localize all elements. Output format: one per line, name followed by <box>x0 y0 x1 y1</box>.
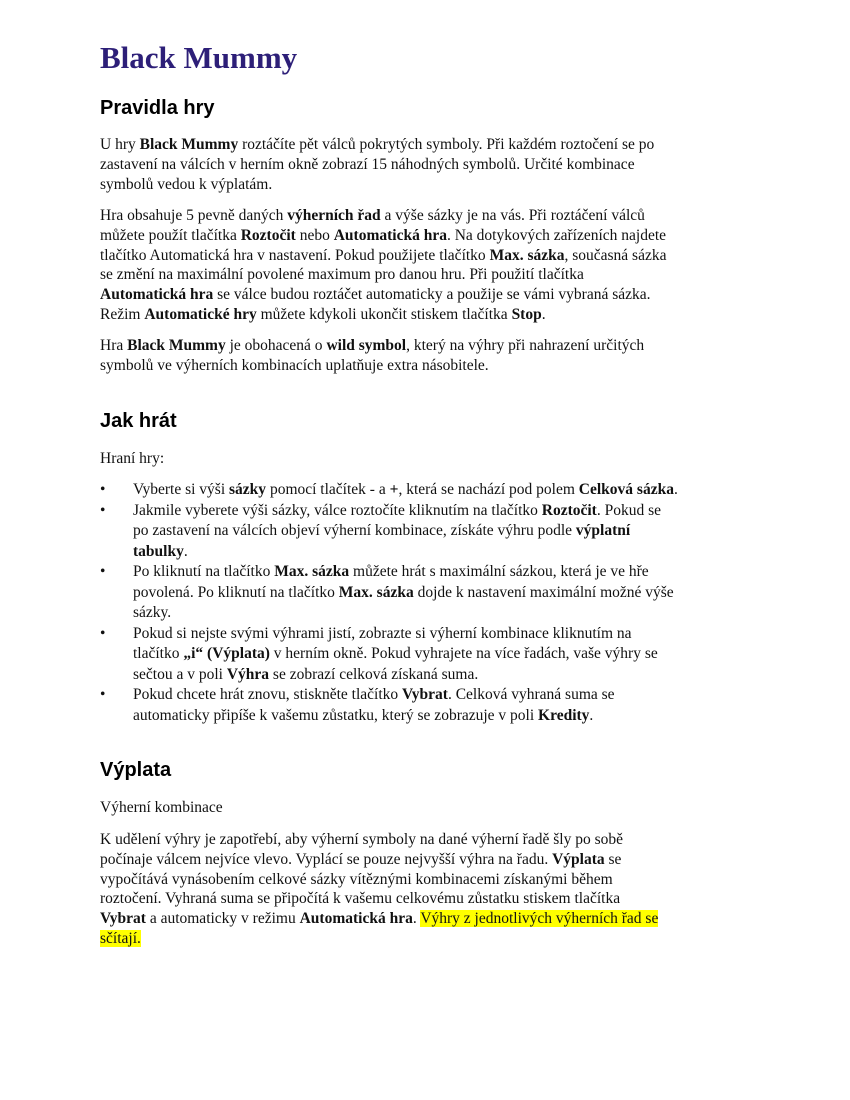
text-line <box>100 226 666 246</box>
text: Hra obsahuje 5 pevně daných <box>100 207 288 224</box>
text: tlačítko <box>133 645 184 662</box>
text: automaticky připíše k vašemu zůstatku, který se zobrazuje v poli <box>133 706 539 724</box>
text: K udělení výhry je zapotřebí, aby výherní symboly na dané výherní řadě šly po sobě <box>100 831 623 848</box>
text: , současná sázka <box>564 246 667 264</box>
bold-text: sázky <box>229 481 267 498</box>
text-line <box>100 798 223 818</box>
text-line <box>133 706 678 727</box>
text: Hra <box>100 337 128 354</box>
text: roztočení. Vyhraná suma se připočítá k vašemu celkovému zůstatku stiskem tlačítka <box>100 890 621 908</box>
bullet-icon: • <box>100 481 106 498</box>
text-line <box>100 305 666 325</box>
bold-text: Celková sázka <box>578 481 674 498</box>
list-item <box>100 562 678 624</box>
text-line <box>100 830 658 850</box>
text: nebo <box>295 226 334 244</box>
text: pomocí tlačítek - a <box>266 481 390 498</box>
text: Výherní kombinace <box>100 799 223 816</box>
text: sečtou a v poli <box>133 665 227 683</box>
text: symbolů vedou k výplatám. <box>100 175 273 193</box>
text: . Celková vyhraná suma se <box>447 686 615 703</box>
heading-vyplata: Výplata <box>100 759 172 781</box>
text-line <box>133 583 678 604</box>
text: v herním okně. Pokud vyhrajete na více řadách, vaše výhry se <box>269 645 658 662</box>
text-line <box>133 501 678 522</box>
bullet-icon: • <box>100 501 106 519</box>
text: je obohacená o <box>225 337 327 354</box>
text: se <box>604 850 622 868</box>
bold-text: Výplata <box>552 850 605 868</box>
bold-text: Vybrat <box>402 686 448 703</box>
text: vypočítává vynásobením celkové sázky vítěznými kombinacemi získanými během <box>100 870 613 888</box>
bullet-icon: • <box>100 624 106 642</box>
list-item <box>100 624 678 686</box>
text: Jakmile vyberete výši sázky, válce roztočíte kliknutím na tlačítko <box>133 501 542 519</box>
text: Režim <box>100 305 145 323</box>
bold-text: wild symbol <box>326 337 407 354</box>
bold-text: výplatní <box>575 522 631 539</box>
highlighted-text: sčítají. <box>100 929 141 947</box>
text: . <box>541 305 546 323</box>
bold-text: Stop <box>511 305 542 323</box>
list-item <box>100 501 678 563</box>
list-item <box>100 480 678 501</box>
text: Po kliknutí na tlačítko <box>133 563 275 580</box>
text: se změní na maximální povolené maximum pro danou hru. Při použití tlačítka <box>100 266 584 284</box>
bold-text: + <box>389 481 399 498</box>
text: . Pokud se <box>596 501 662 519</box>
text: počínaje válcem nejvíce vlevo. Vyplácí se pouze nejvyšší výhra na řadu. <box>100 850 553 868</box>
bold-text: tabulky <box>133 542 184 560</box>
text: Vyberte si výši <box>133 481 230 498</box>
text: . Na dotykových zařízeních najdete <box>446 226 667 244</box>
text-line <box>100 155 654 175</box>
text-line <box>100 336 644 356</box>
bold-text: Max. sázka <box>489 246 565 264</box>
bold-text: Roztočit <box>541 501 597 519</box>
paragraph <box>100 830 658 949</box>
bullet-list <box>100 480 678 726</box>
bold-text: „i“ (Výplata) <box>183 645 270 662</box>
bold-text: výherních řad <box>287 207 381 224</box>
text-line <box>133 480 678 501</box>
highlighted-text: Výhry z jednotlivých výherních řad se <box>420 910 659 928</box>
bold-text: Kredity <box>538 706 590 724</box>
bold-text: Automatické hry <box>144 305 257 323</box>
bullet-icon: • <box>100 686 106 703</box>
text: se válce budou roztáčet automaticky a použije se vámi vybraná sázka. <box>213 286 651 304</box>
bold-text: Black Mummy <box>127 337 226 354</box>
text: a výše sázky je na vás. Při roztáčení válců <box>380 207 645 224</box>
bold-text: Výhra <box>226 665 270 683</box>
text-line <box>100 870 658 890</box>
text-line <box>100 889 658 909</box>
text: Pokud chcete hrát znovu, stiskněte tlačítko <box>133 686 403 703</box>
text-line <box>100 265 666 285</box>
text: . <box>589 706 594 724</box>
text: sázky. <box>133 604 172 621</box>
text: tlačítko Automatická hra v nastavení. Pokud použijete tlačítko <box>100 246 490 264</box>
paragraph <box>100 206 666 325</box>
text: roztáčíte pět válců pokrytých symboly. Při každém roztočení se po <box>238 136 655 153</box>
text-line <box>100 909 658 929</box>
paragraph <box>100 449 164 469</box>
text: symbolů ve výherních kombinacích uplatňuje extra násobitele. <box>100 356 489 374</box>
text-line <box>133 665 678 686</box>
bold-text: Black Mummy <box>139 136 239 153</box>
bullet-icon: • <box>100 563 106 580</box>
text-line <box>133 603 678 624</box>
text: . <box>183 542 188 560</box>
text: , která se nachází pod polem <box>398 481 579 498</box>
text-line <box>133 685 678 706</box>
text: zastavení na válcích v herním okně zobrazí 15 náhodných symbolů. Určité kombinace <box>100 155 635 173</box>
text: povolená. Po kliknutí na tlačítko <box>133 583 339 601</box>
text-line <box>100 356 644 376</box>
text: Pokud si nejste svými výhrami jistí, zobrazte si výherní kombinace kliknutím na <box>133 624 632 642</box>
text-line <box>133 562 678 583</box>
text-line <box>133 624 678 645</box>
bold-text: Max. sázka <box>338 583 414 601</box>
text: U hry <box>100 136 140 153</box>
text-line <box>133 521 678 542</box>
text-line <box>100 135 654 155</box>
text: po zastavení na válcích objeví výherní kombinace, získáte výhru podle <box>133 522 576 539</box>
bold-text: Roztočit <box>240 226 296 244</box>
bold-text: Automatická hra <box>299 910 413 928</box>
bold-text: Max. sázka <box>274 563 350 580</box>
bold-text: Automatická hra <box>333 226 447 244</box>
text-line <box>100 449 164 469</box>
paragraph <box>100 798 223 818</box>
bold-text: Automatická hra <box>100 286 214 304</box>
text: , který na výhry při nahrazení určitých <box>406 337 645 354</box>
text: se zobrazí celková získaná suma. <box>269 665 479 683</box>
text: a automaticky v režimu <box>145 910 300 928</box>
paragraph <box>100 135 654 194</box>
paragraph <box>100 336 644 376</box>
text-line <box>100 929 658 949</box>
text-line <box>100 246 666 266</box>
text-line <box>100 206 666 226</box>
bold-text: Vybrat <box>100 910 146 928</box>
text-line <box>100 285 666 305</box>
text: můžete hrát s maximální sázkou, která je ve hře <box>349 563 649 580</box>
text: můžete použít tlačítka <box>100 226 241 244</box>
text-line <box>100 175 654 195</box>
text-line <box>133 542 678 563</box>
text: můžete kdykoli ukončit stiskem tlačítka <box>256 305 512 323</box>
document-title: Black Mummy <box>100 40 298 75</box>
text: . <box>412 910 421 928</box>
heading-pravidla-hry: Pravidla hry <box>100 97 215 119</box>
list-item <box>100 685 678 726</box>
text: . <box>673 481 678 498</box>
heading-jak-hrat: Jak hrát <box>100 410 177 432</box>
text-line <box>100 850 658 870</box>
text: dojde k nastavení maximální možné výše <box>413 583 674 601</box>
text: Hraní hry: <box>100 450 165 467</box>
text-line <box>133 644 678 665</box>
